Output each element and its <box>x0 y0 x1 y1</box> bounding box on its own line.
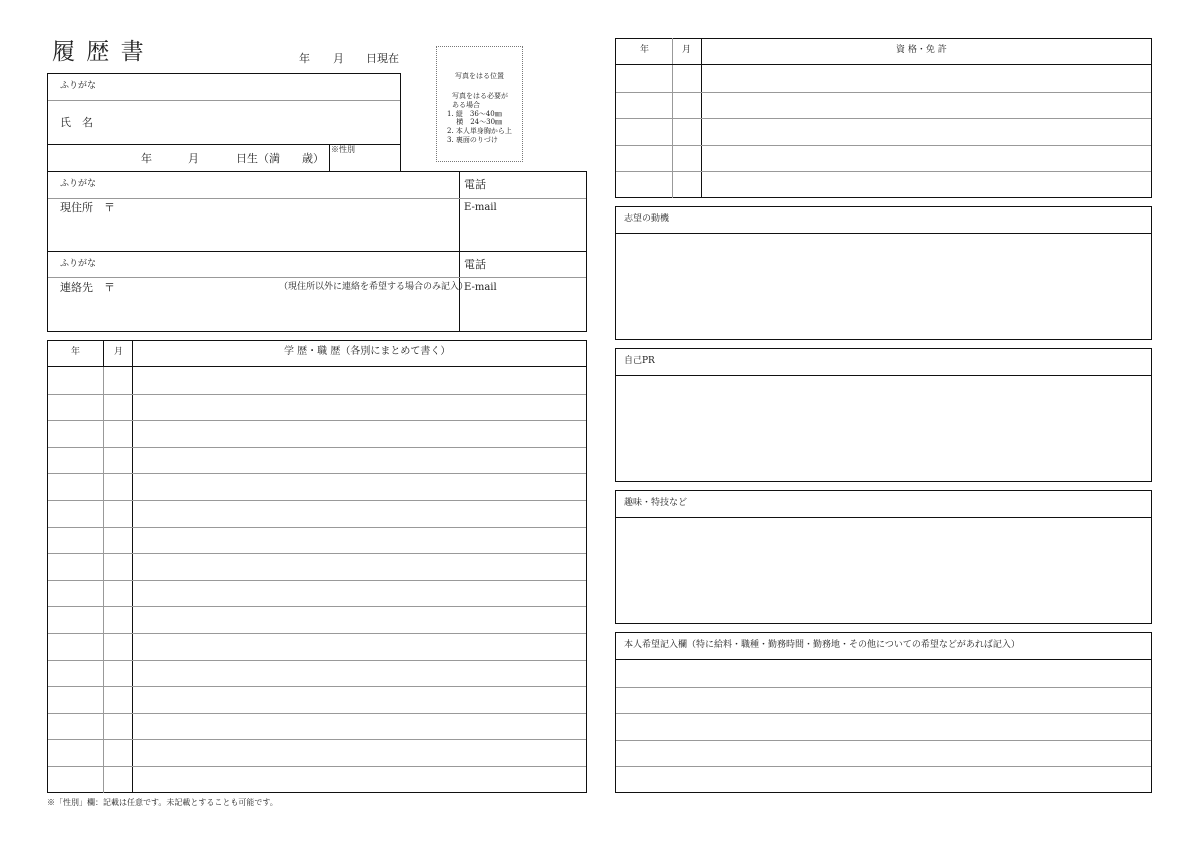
license-row[interactable] <box>616 119 1151 144</box>
self-pr-label: 自己PR <box>624 356 655 366</box>
birth-day-label: 日生（満 歳） <box>236 152 324 165</box>
requests-header-bottom <box>616 659 1151 660</box>
requests-label: 本人希望記入欄（特に給料・職種・勤務時間・勤務地・その他についての希望などがあれば記入） <box>624 640 1020 650</box>
history-row[interactable] <box>48 395 586 420</box>
name-furigana-label: ふりがな <box>60 81 97 91</box>
hobbies-label: 趣味・特技など <box>624 498 688 508</box>
license-col-content: 資 格・免 許 <box>896 45 947 55</box>
contact-furigana-label: ふりがな <box>60 259 97 269</box>
contact-label: 連絡先 〒 <box>60 281 115 294</box>
date-day-now-label: 日現在 <box>366 52 399 65</box>
history-row[interactable] <box>48 448 586 473</box>
photo-note-2: ある場合 <box>452 101 480 109</box>
date-year-label: 年 <box>299 52 310 65</box>
request-row[interactable] <box>616 714 1151 739</box>
address-furigana-divider <box>48 198 586 199</box>
motivation-label: 志望の動機 <box>624 214 670 224</box>
history-row[interactable] <box>48 661 586 686</box>
birth-month-label: 月 <box>188 152 199 165</box>
license-header-bottom <box>616 64 1151 65</box>
name-furigana-divider <box>48 100 400 101</box>
name-furigana-field[interactable] <box>110 76 395 98</box>
license-row[interactable] <box>616 93 1151 118</box>
request-row[interactable] <box>616 661 1151 686</box>
photo-note-1: 写真をはる必要が <box>452 92 508 100</box>
license-row[interactable] <box>616 146 1151 171</box>
history-row[interactable] <box>48 474 586 499</box>
photo-note-5: 2. 本人単身胸から上 <box>447 127 512 135</box>
address-furigana-label: ふりがな <box>60 179 97 189</box>
photo-heading: 写真をはる位置 <box>455 72 504 80</box>
photo-note-6: 3. 裏面のりづけ <box>447 136 498 144</box>
request-row[interactable] <box>616 741 1151 766</box>
license-row[interactable] <box>616 66 1151 91</box>
history-col-year: 年 <box>71 347 81 357</box>
request-row[interactable] <box>616 688 1151 713</box>
photo-note-4: 横 24～30㎜ <box>447 118 503 126</box>
history-header-bottom <box>48 366 586 367</box>
address-email-label: E-mail <box>464 202 497 213</box>
footnote: ※「性別」欄：記載は任意です。未記載とすることも可能です。 <box>47 798 278 807</box>
history-row[interactable] <box>48 714 586 739</box>
gender-field[interactable] <box>331 156 399 171</box>
history-row[interactable] <box>48 767 586 792</box>
motivation-header-bottom <box>616 233 1151 234</box>
contact-note: （現住所以外に連絡を希望する場合のみ記入） <box>279 282 469 292</box>
history-row[interactable] <box>48 740 586 765</box>
history-row[interactable] <box>48 421 586 446</box>
gender-divider <box>329 144 330 172</box>
history-row[interactable] <box>48 581 586 606</box>
contact-email-label: E-mail <box>464 282 497 293</box>
gender-label: ※性別 <box>331 145 355 154</box>
contact-furigana-divider <box>48 277 586 278</box>
history-row[interactable] <box>48 607 586 632</box>
license-col-month: 月 <box>682 45 692 55</box>
self-pr-field[interactable] <box>618 378 1149 479</box>
address-contact-divider <box>48 251 586 252</box>
request-row[interactable] <box>616 767 1151 792</box>
history-row[interactable] <box>48 368 586 393</box>
birth-year-label: 年 <box>141 152 152 165</box>
history-col-month: 月 <box>114 347 124 357</box>
history-row[interactable] <box>48 501 586 526</box>
history-row[interactable] <box>48 687 586 712</box>
name-field[interactable] <box>110 104 395 142</box>
photo-note-3: 1. 縦 36～40㎜ <box>447 110 502 118</box>
name-label: 氏 名 <box>60 116 93 129</box>
license-row[interactable] <box>616 172 1151 197</box>
self-pr-header-bottom <box>616 375 1151 376</box>
address-field[interactable] <box>130 200 450 248</box>
history-row[interactable] <box>48 554 586 579</box>
history-row[interactable] <box>48 634 586 659</box>
history-col-content: 学 歴・職 歴（各別にまとめて書く） <box>284 346 451 357</box>
contact-field[interactable] <box>130 295 450 329</box>
hobbies-field[interactable] <box>618 520 1149 621</box>
page-title: 履 歴 書 <box>52 39 146 65</box>
address-phone-label: 電話 <box>464 178 486 191</box>
contact-phone-label: 電話 <box>464 258 486 271</box>
license-col-year: 年 <box>640 45 650 55</box>
history-row[interactable] <box>48 528 586 553</box>
motivation-field[interactable] <box>618 236 1149 337</box>
history-year-col-divider <box>103 340 104 366</box>
address-label: 現住所 〒 <box>60 201 115 214</box>
hobbies-header-bottom <box>616 517 1151 518</box>
date-month-label: 月 <box>333 52 344 65</box>
